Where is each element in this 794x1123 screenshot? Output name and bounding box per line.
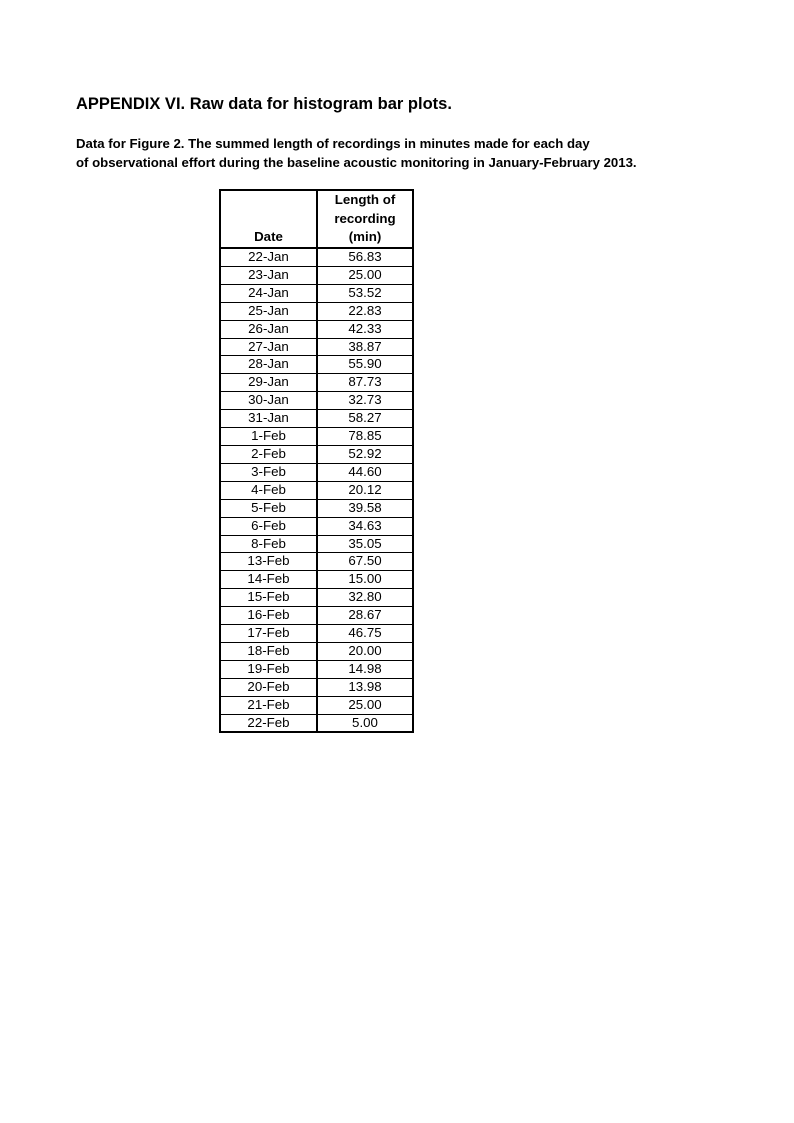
- date-cell: 23-Jan: [220, 266, 317, 284]
- table-row: [220, 499, 413, 517]
- length-cell: 44.60: [317, 463, 413, 481]
- length-cell: 22.83: [317, 302, 413, 320]
- length-cell: 52.92: [317, 445, 413, 463]
- table-row: [220, 445, 413, 463]
- length-cell: 15.00: [317, 571, 413, 589]
- table-row: [220, 517, 413, 535]
- date-column-header: Date: [220, 190, 317, 248]
- length-cell: 67.50: [317, 553, 413, 571]
- date-cell: 2-Feb: [220, 445, 317, 463]
- table-row: [220, 678, 413, 696]
- recording-length-table: [219, 189, 414, 733]
- date-cell: 30-Jan: [220, 392, 317, 410]
- table-row: [220, 428, 413, 446]
- date-cell: 18-Feb: [220, 642, 317, 660]
- length-cell: 56.83: [348, 249, 382, 264]
- table-row: [220, 374, 413, 392]
- date-cell: 15-Feb: [220, 589, 317, 607]
- date-cell: 29-Jan: [220, 374, 317, 392]
- date-cell: 19-Feb: [220, 660, 317, 678]
- length-cell: 58.27: [317, 410, 413, 428]
- table-row: [220, 284, 413, 302]
- length-cell: 20.00: [317, 642, 413, 660]
- table-body: [220, 248, 413, 732]
- date-cell: 3-Feb: [220, 463, 317, 481]
- table-row: [220, 714, 413, 732]
- date-cell: 21-Feb: [220, 696, 317, 714]
- length-cell: 55.90: [317, 356, 413, 374]
- date-cell: 17-Feb: [220, 625, 317, 643]
- length-cell: 34.63: [317, 517, 413, 535]
- length-cell: 46.75: [317, 625, 413, 643]
- length-cell: 25.00: [317, 696, 413, 714]
- length-column-header: [317, 190, 413, 248]
- date-cell: 8-Feb: [220, 535, 317, 553]
- date-cell: 6-Feb: [220, 517, 317, 535]
- length-cell: 42.33: [317, 320, 413, 338]
- table-row: [220, 320, 413, 338]
- table-row: [220, 266, 413, 284]
- figure-caption: [76, 134, 637, 172]
- length-cell: 78.85: [317, 428, 413, 446]
- date-cell: 24-Jan: [220, 284, 317, 302]
- caption-line-2: of observational effort during the baseline acoustic monitoring in January-February 2013.: [76, 155, 637, 170]
- table-row: [220, 248, 413, 266]
- date-cell: 26-Jan: [220, 320, 317, 338]
- date-cell: 14-Feb: [220, 571, 317, 589]
- table-row: [220, 463, 413, 481]
- date-cell: 16-Feb: [220, 607, 317, 625]
- table-row: [220, 571, 413, 589]
- table-row: [220, 642, 413, 660]
- length-header-line-3: (min): [348, 229, 382, 245]
- date-cell: 22-Feb: [220, 714, 317, 732]
- date-cell: 4-Feb: [220, 481, 317, 499]
- length-cell: 20.12: [317, 481, 413, 499]
- length-cell: 35.05: [317, 535, 413, 553]
- length-cell: 39.58: [317, 499, 413, 517]
- length-cell: 14.98: [317, 660, 413, 678]
- table-row: [220, 535, 413, 553]
- length-cell: 28.67: [317, 607, 413, 625]
- date-cell: 5-Feb: [220, 499, 317, 517]
- length-cell: 13.98: [317, 678, 413, 696]
- date-cell: 1-Feb: [220, 428, 317, 446]
- table-row: [220, 481, 413, 499]
- length-cell: 38.87: [317, 338, 413, 356]
- table-row: [220, 607, 413, 625]
- table-row: [220, 302, 413, 320]
- length-header-line-2: recording: [334, 210, 396, 226]
- table-row: [220, 356, 413, 374]
- date-cell: 31-Jan: [220, 410, 317, 428]
- length-cell: 5.00: [317, 714, 413, 732]
- table-row: [220, 696, 413, 714]
- table-header-row: [220, 190, 413, 248]
- length-cell: 32.80: [317, 589, 413, 607]
- date-cell: 13-Feb: [220, 553, 317, 571]
- caption-line-1: Data for Figure 2. The summed length of recordings in minutes made for each day: [76, 136, 590, 151]
- length-header-line-1: Length of: [334, 192, 396, 208]
- date-cell: 28-Jan: [220, 356, 317, 374]
- length-cell: 25.00: [317, 266, 413, 284]
- date-cell: 27-Jan: [220, 338, 317, 356]
- table-row: [220, 338, 413, 356]
- table-row: [220, 625, 413, 643]
- table-row: [220, 553, 413, 571]
- table-row: [220, 392, 413, 410]
- table-row: [220, 410, 413, 428]
- table-row: [220, 589, 413, 607]
- appendix-heading: APPENDIX VI. Raw data for histogram bar plots.: [76, 95, 452, 113]
- table-row: [220, 660, 413, 678]
- length-cell: 53.52: [317, 284, 413, 302]
- length-cell: 87.73: [317, 374, 413, 392]
- date-cell: 22-Jan: [220, 248, 317, 266]
- date-cell: 20-Feb: [220, 678, 317, 696]
- date-cell: 25-Jan: [220, 302, 317, 320]
- length-cell: 32.73: [317, 392, 413, 410]
